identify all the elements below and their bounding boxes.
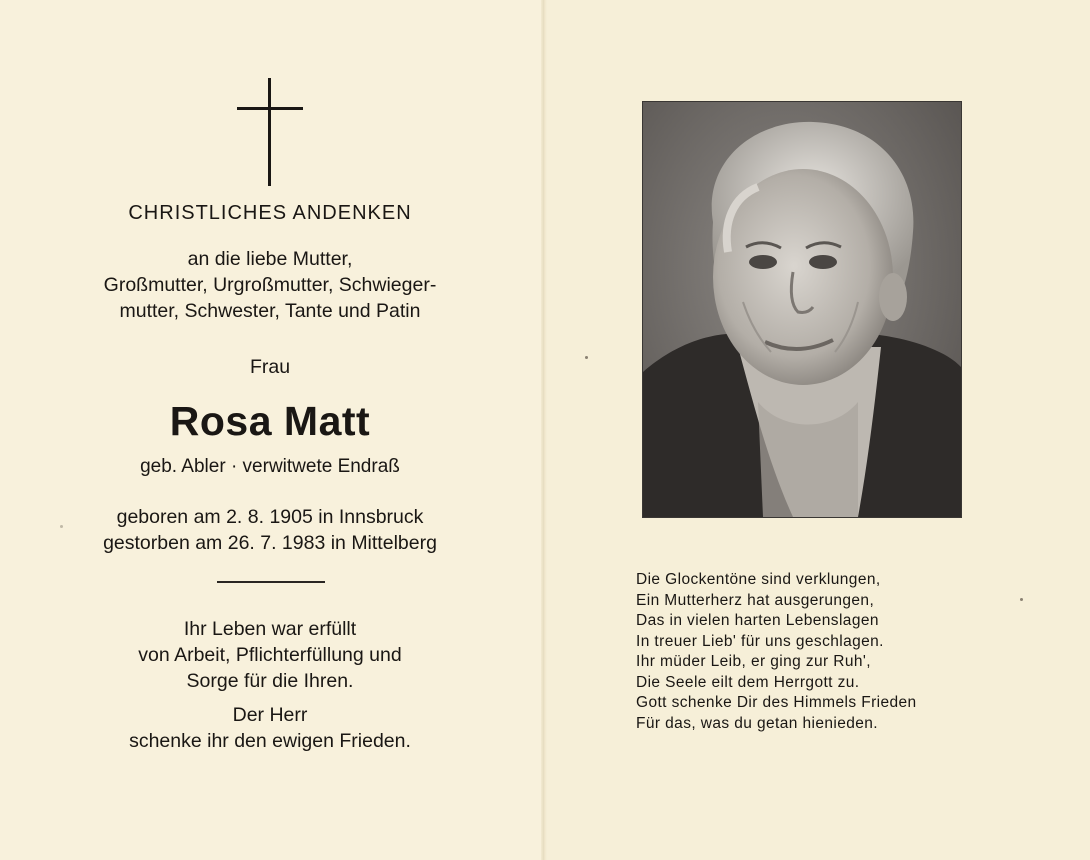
life-dates: [0, 504, 540, 556]
maiden-name-line: geb. Abler · verwitwete Endraß: [140, 456, 400, 477]
life-line: Sorge für die Ihren.: [186, 670, 354, 692]
paper-speck: [585, 356, 588, 359]
memorial-poem: [636, 570, 917, 734]
life-line: von Arbeit, Pflichterfüllung und: [138, 644, 402, 666]
blessing-line: Der Herr: [232, 704, 308, 726]
life-line: Ihr Leben war erfüllt: [183, 618, 357, 640]
deceased-name: Rosa Matt: [169, 398, 371, 444]
dedication-line: mutter, Schwester, Tante und Patin: [119, 300, 421, 322]
poem-line: Die Seele eilt dem Herrgott zu.: [636, 673, 860, 691]
paper-speck: [60, 525, 63, 528]
portrait-photo-icon: [643, 102, 961, 517]
dedication-line: an die liebe Mutter,: [187, 248, 353, 270]
poem-line: Ihr müder Leib, er ging zur Ruh',: [636, 653, 871, 670]
card-fold: [541, 0, 547, 860]
left-panel: [0, 0, 544, 860]
poem-line: Ein Mutterherz hat ausgerungen,: [636, 591, 875, 609]
dedication: [0, 246, 540, 324]
card-heading: CHRISTLICHES ANDENKEN: [128, 202, 412, 224]
blessing-line: schenke ihr den ewigen Frieden.: [129, 730, 411, 752]
poem-line: In treuer Lieb' für uns geschlagen.: [636, 632, 884, 650]
dedication-line: Großmutter, Urgroßmutter, Schwieger-: [103, 274, 437, 296]
divider: [217, 581, 325, 583]
poem-line: Gott schenke Dir des Himmels Frieden: [636, 694, 917, 711]
poem-line: Das in vielen harten Lebenslagen: [636, 612, 879, 629]
poem-line: Die Glockentöne sind verklungen,: [636, 571, 881, 588]
cross-icon: [237, 78, 303, 186]
life-summary: [0, 616, 540, 694]
portrait-photo: [642, 101, 962, 518]
poem-line: Für das, was du getan hienieden.: [636, 714, 879, 732]
honorific: Frau: [249, 356, 291, 378]
paper-speck: [1020, 598, 1023, 601]
blessing: [0, 702, 540, 754]
death-line: gestorben am 26. 7. 1983 in Mittelberg: [103, 532, 437, 554]
birth-line: geboren am 2. 8. 1905 in Innsbruck: [116, 506, 424, 528]
